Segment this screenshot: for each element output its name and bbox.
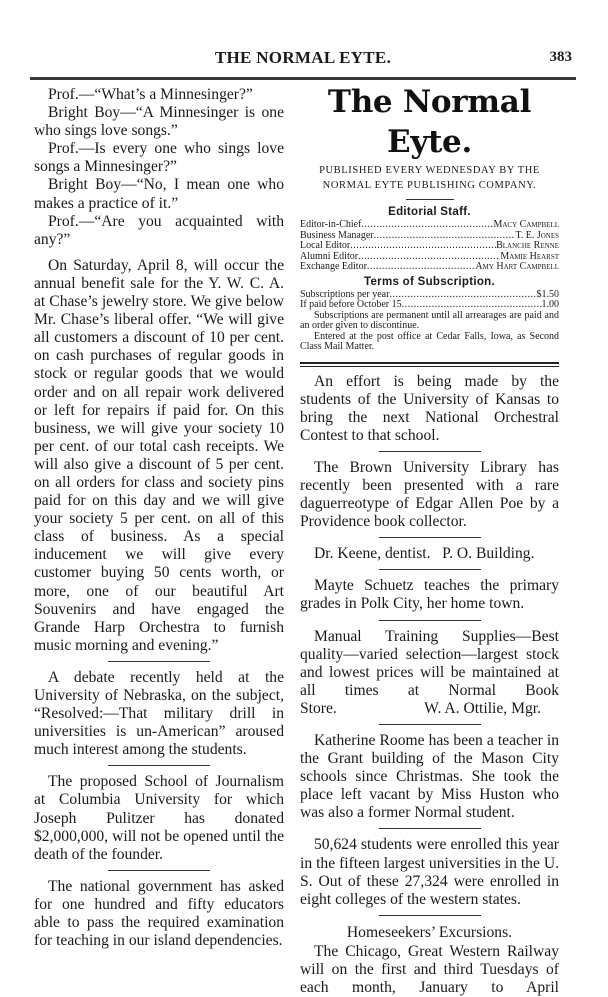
article-minnesinger: [34, 86, 284, 249]
divider: [379, 537, 481, 538]
signature: W. A. Ottilie, Mgr.: [424, 699, 541, 717]
masthead-subtitle: NORMAL EYTE PUBLISHING COMPANY.: [322, 180, 537, 191]
article-text: Dr. Keene, dentist. P. O. Building.: [314, 545, 535, 563]
divider: [379, 915, 481, 916]
staff-heading: Editorial Staff.: [388, 206, 471, 218]
right-column: [300, 86, 559, 997]
staff-name: Macy Campbell: [493, 219, 559, 230]
divider: [406, 199, 454, 200]
divider: [379, 451, 481, 452]
article-text: The national government has asked for one hundred and fifty educators able to pass the required examination for teaching in our island dependencies.: [34, 877, 284, 950]
staff-row: [300, 241, 559, 252]
article-katherine-roome: [300, 732, 559, 822]
staff-name: Blanche Renne: [496, 240, 559, 251]
ad-dentist: [300, 545, 559, 563]
dialogue-line: Bright Boy—“A Minnesinger is one who sings love songs.”: [34, 104, 284, 140]
article-enrollment: [300, 836, 559, 908]
staff-role: Alumni Editor: [300, 250, 359, 262]
entry-note: Entered at the post office at Cedar Falls, Iowa, as Second Class Mail Matter.: [300, 330, 559, 352]
divider: [379, 828, 481, 829]
article-ywca-sale: [34, 257, 284, 655]
article-educators: [34, 878, 284, 950]
article-homeseekers: [300, 923, 559, 997]
masthead-double-rule: [300, 362, 559, 367]
dialogue-line: Bright Boy—“No, I mean one who makes a practice of it.”: [34, 176, 284, 212]
article-brown-library: [300, 459, 559, 531]
article-journalism-school: [34, 773, 284, 863]
divider: [108, 661, 210, 662]
masthead-subtitle: PUBLISHED EVERY WEDNESDAY BY THE: [319, 165, 540, 176]
article-text: The proposed School of Journalism at Columbia University for which Joseph Pulitzer has donated $2,000,000, will not be opened until the death of the founder.: [34, 773, 284, 863]
signature-line: [300, 700, 559, 718]
staff-name: T. E. Jones: [515, 229, 559, 241]
leader-dots: [350, 241, 496, 252]
dialogue-line: Prof.—“Are you acquainted with any?”: [34, 212, 284, 248]
article-text: On Saturday, April 8, will occur the annual benefit sale for the Y. W. C. A. at Chase’s jewelry store. We give below Mr. Chase’s liberal offer. “We will give all customers a discount of 10 per cent. on cash purchases of regular goods in stock or regular goods that we would order and on all repair work delivered or left for repairs if paid for. On this business, we will give your society 10 per cent. of our total cash receipts. We will also give a discount of 5 per cent. on all orders for class and society pins paid for on this day and we will give your society 5 per cent. on all of this class of business. As a special inducement we will give every customer buying 50 cents worth, or more, one of our beautiful Art Souvenirs and have engaged the Grande Harp Orchestra to furnish music morning and evening.”: [34, 256, 284, 654]
staff-row: [300, 220, 559, 231]
article-text: Manual Training Supplies—Best quality—varied selection—largest stock and lowest prices will be maintained at all times at Normal Book: [300, 627, 559, 699]
article-text: An effort is being made by the students of the University of Kansas to bring the next National Orchestral Contest to that school.: [300, 372, 559, 444]
divider: [379, 724, 481, 725]
article-kansas-contest: [300, 373, 559, 445]
divider: [108, 870, 210, 871]
staff-name: Mamie Hearst: [500, 250, 559, 262]
running-head: [30, 48, 576, 68]
signature-prefix: Store.: [300, 699, 337, 717]
leader-dots: [367, 262, 475, 273]
staff-row: [300, 262, 559, 273]
terms-value: 1.00: [541, 299, 559, 310]
terms-label: Subscriptions per year: [300, 288, 390, 300]
terms-row: [300, 300, 559, 311]
leader-dots: [389, 290, 536, 301]
staff-list: [300, 220, 559, 273]
terms-note: Subscriptions are permanent until all arrearages are paid and an order given to discontinue.: [300, 309, 559, 331]
article-text: The Chicago, Great Western Railway will on the first and third Tuesdays of each month, January to April: [300, 942, 559, 997]
article-text: The Brown University Library has recently been presented with a rare daguerreotype of Edgar Allen Poe by a Providence book collector.: [300, 458, 559, 531]
divider: [379, 620, 481, 621]
article-text: Katherine Roome has been a teacher in the Grant building of the Mason City schools since Christmas. She took the place left vacant by Miss Huston who was also a former Normal student.: [300, 732, 559, 822]
page-number: 383: [549, 49, 572, 65]
staff-role: Business Manager: [300, 229, 374, 241]
terms-value: $1.50: [536, 288, 559, 300]
staff-role: Local Editor: [300, 240, 351, 251]
masthead: [300, 82, 559, 367]
leader-dots: [402, 300, 542, 311]
terms-heading: Terms of Subscription.: [364, 275, 495, 288]
article-heading: Homeseekers’ Excursions.: [346, 923, 513, 941]
article-mayte-schuetz: [300, 577, 559, 613]
divider: [379, 569, 481, 570]
ad-normal-book-store: [300, 628, 559, 718]
dialogue-line: Prof.—Is every one who sings love songs a Minnesinger?”: [34, 140, 284, 176]
left-column: [34, 86, 284, 950]
terms-label: If paid before October 15: [300, 299, 402, 310]
running-title: THE NORMAL EYTE.: [214, 48, 392, 67]
divider: [108, 765, 210, 766]
staff-name: Amy Hart Campbell: [475, 261, 559, 272]
header-rule: [30, 77, 576, 80]
masthead-title: The Normal Eyte.: [327, 84, 532, 160]
leader-dots: [361, 220, 493, 231]
article-text: Mayte Schuetz teaches the primary grades in Polk City, her home town.: [300, 577, 559, 613]
article-nebraska-debate: [34, 669, 284, 759]
article-text: 50,624 students were enrolled this year in the fifteen largest universities in the U. S. Out of these 27,324 were enrolled in eight colleges of the western states.: [300, 836, 559, 908]
article-text: A debate recently held at the University of Nebraska, on the subject, “Resolved:—That military drill in universities is un-American” aroused much interest among the students.: [34, 668, 284, 759]
staff-role: Exchange Editor: [300, 261, 367, 272]
dialogue-line: Prof.—“What’s a Minnesinger?”: [48, 86, 253, 103]
leader-dots: [374, 231, 516, 242]
staff-role: Editor-in-Chief: [300, 219, 362, 230]
